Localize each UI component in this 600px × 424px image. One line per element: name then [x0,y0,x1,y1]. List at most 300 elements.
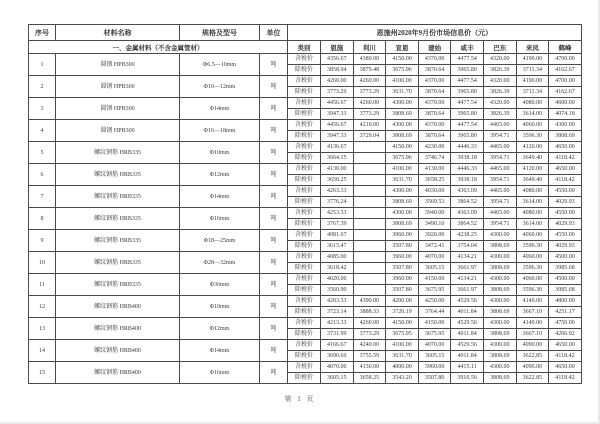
price-type-without-tax: 除税价 [288,131,321,142]
material-name: 螺纹钢筋 HRB335 [56,274,180,296]
material-name: 螺纹钢筋 HRB400 [56,340,180,362]
price-cell: 4166.67 [321,340,354,351]
price-type-without-tax: 除税价 [288,153,321,164]
price-cell: 3920.00 [418,230,451,241]
price-cell: 3614.00 [516,219,549,230]
price-cell: 4070.00 [418,252,451,263]
price-cell: 4074.18 [549,109,582,120]
spec-model: Φ14mm [180,340,260,362]
price-cell: 3808.69 [483,351,516,362]
unit: 吨 [260,318,288,340]
price-cell: 3776.24 [321,197,354,208]
price-cell: 4465.00 [483,142,516,153]
price-cell: 3661.97 [451,263,484,274]
price-cell: 4118.42 [549,153,582,164]
price-cell: 4080.00 [516,98,549,109]
table-row [29,318,582,329]
price-cell: 4080.00 [516,186,549,197]
price-cell: 4320.00 [483,98,516,109]
price-type-with-tax: 含税价 [288,120,321,131]
price-cell: 3870.64 [418,131,451,142]
price-cell: 3773.29 [353,329,386,340]
price-cell: 3507.80 [418,373,451,384]
price-type-with-tax: 含税价 [288,76,321,87]
row-no: 15 [29,362,56,384]
price-cell: 4477.54 [451,54,484,65]
price-type-without-tax: 除税价 [288,285,321,296]
price-cell: 3675.95 [418,329,451,340]
price-cell: 4213.33 [321,318,354,329]
table-row [29,142,582,153]
spec-model: Φ14mm [180,186,260,208]
price-cell: 3754.04 [451,241,484,252]
price-cell: 4300.00 [483,252,516,263]
price-cell [353,252,386,263]
price-cell: 3675.96 [386,153,419,164]
unit: 吨 [260,54,288,76]
price-cell: 3675.95 [418,285,451,296]
col-header-city-enshi: 恩施 [321,41,354,54]
price-type-without-tax: 除税价 [288,109,321,120]
price-type-without-tax: 除税价 [288,87,321,98]
price-cell: 4300.00 [386,98,419,109]
price-cell: 4300.00 [483,362,516,373]
price-cell: 3622.85 [516,373,549,384]
price-cell: 4300.00 [483,274,516,285]
material-name: 圆钢 HPB300 [56,54,180,76]
material-name: 圆钢 HPB300 [56,98,180,120]
price-cell: 3808.69 [386,131,419,142]
price-cell: 3615.47 [321,241,354,252]
table-title: 恩施州2020年9月份市场信息价（元） [288,25,582,41]
price-cell: 4060.00 [516,120,549,131]
price-cell: 4150.00 [386,54,419,65]
price-cell: 3960.00 [386,274,419,285]
price-cell: 4415.11 [451,362,484,373]
price-cell: 4529.56 [451,340,484,351]
price-cell: 3755.59 [353,351,386,362]
col-header-city-xianfeng: 咸丰 [451,41,484,54]
price-cell: 4320.00 [483,76,516,87]
price-cell: 4162.67 [549,87,582,98]
price-cell: 3664.15 [321,153,354,164]
row-no: 9 [29,230,56,252]
price-cell: 3965.80 [451,109,484,120]
price-cell: 4260.00 [353,98,386,109]
spec-model: Φ10mm [180,142,260,164]
price-cell: 4150.00 [418,318,451,329]
price-cell: 4210.00 [353,120,386,131]
price-cell: 4800.00 [549,296,582,307]
price-cell: 4100.00 [386,164,419,175]
price-table [28,24,582,384]
price-table-body [29,54,582,384]
row-no: 1 [29,54,56,76]
price-cell: 4446.33 [451,142,484,153]
unit: 吨 [260,164,288,186]
spec-model: Φ6.5—10mm [180,54,260,76]
col-header-category: 类别 [288,41,321,54]
price-cell: 4206.92 [549,329,582,340]
price-cell [353,186,386,197]
price-cell: 3507.80 [386,241,419,252]
material-name: 螺纹钢筋 HRB335 [56,230,180,252]
price-cell: 4251.17 [549,307,582,318]
price-cell: 4011.84 [451,307,484,318]
spec-model: Φ10mm [180,296,260,318]
price-cell: 3954.71 [483,197,516,208]
price-cell: 3985.68 [549,285,582,296]
spec-model: Φ28—32mm [180,252,260,274]
price-cell: 4260.00 [321,76,354,87]
table-row [29,54,582,65]
price-cell: 3569.53 [418,197,451,208]
col-header-city-hefeng: 鹤峰 [549,41,582,54]
price-cell: 3661.97 [451,285,484,296]
price-type-without-tax: 除税价 [288,351,321,362]
price-type-with-tax: 含税价 [288,208,321,219]
price-cell: 4150.00 [386,318,419,329]
table-row [29,76,582,87]
price-cell: 4011.84 [451,329,484,340]
unit: 吨 [260,208,288,230]
price-cell: 3711.34 [516,65,549,76]
price-cell: 4465.00 [483,164,516,175]
col-header-city-jianshi: 建始 [418,41,451,54]
price-cell: 3675.96 [386,65,419,76]
price-cell: 3507.80 [386,263,419,274]
row-no: 7 [29,186,56,208]
price-cell: 4477.54 [451,76,484,87]
price-cell: 4370.00 [418,98,451,109]
unit: 吨 [260,76,288,98]
price-type-with-tax: 含税价 [288,142,321,153]
col-header-city-lichuan: 利川 [353,41,386,54]
price-cell [353,164,386,175]
price-type-with-tax: 含税价 [288,54,321,65]
price-cell: 4320.00 [483,54,516,65]
price-cell: 3605.15 [321,373,354,384]
material-name: 螺纹钢筋 HRB335 [56,164,180,186]
price-cell: 4136.67 [321,142,354,153]
price-cell: 4090.00 [516,362,549,373]
table-row [29,98,582,109]
price-cell: 3954.71 [483,131,516,142]
price-type-without-tax: 除税价 [288,241,321,252]
spec-model: Φ16—18mm [180,120,260,142]
price-type-without-tax: 除税价 [288,263,321,274]
price-cell: 3711.34 [516,87,549,98]
price-cell [353,285,386,296]
price-cell: 3560.90 [321,285,354,296]
price-cell: 4030.00 [418,186,451,197]
price-cell: 3723.14 [321,307,354,318]
price-cell: 3870.64 [418,65,451,76]
price-cell: 4300.00 [386,120,419,131]
price-cell: 4029.93 [549,219,582,230]
price-cell: 3808.69 [483,285,516,296]
price-cell: 3947.33 [321,109,354,120]
col-header-city-xuanen: 宣恩 [386,41,419,54]
price-cell: 4190.00 [516,54,549,65]
price-cell: 3938.18 [451,153,484,164]
price-cell: 4750.00 [549,318,582,329]
price-cell: 3472.41 [418,241,451,252]
price-cell: 4020.00 [321,274,354,285]
price-cell: 3870.64 [418,87,451,98]
price-cell [353,274,386,285]
price-cell: 4080.00 [516,208,549,219]
price-type-with-tax: 含税价 [288,164,321,175]
price-cell: 4600.00 [549,98,582,109]
price-type-with-tax: 含税价 [288,274,321,285]
price-cell: 4134.21 [451,274,484,285]
price-cell: 4300.00 [386,208,419,219]
price-cell: 4253.33 [321,208,354,219]
price-cell: 3622.85 [516,351,549,362]
price-type-without-tax: 除税价 [288,307,321,318]
price-cell: 3605.15 [418,263,451,274]
price-cell: 4250.00 [418,296,451,307]
price-cell: 4477.54 [451,120,484,131]
price-cell: 3808.69 [483,241,516,252]
price-cell: 4150.00 [386,142,419,153]
unit: 吨 [260,362,288,384]
price-cell [353,230,386,241]
col-header-city-laifeng: 来凤 [516,41,549,54]
material-name: 螺纹钢筋 HRB335 [56,186,180,208]
price-cell: 3618.42 [321,263,354,274]
price-cell: 4465.00 [483,208,516,219]
price-cell [353,142,386,153]
price-cell: 3808.69 [386,197,419,208]
material-name: 螺纹钢筋 HRB400 [56,318,180,340]
price-type-with-tax: 含税价 [288,186,321,197]
price-cell: 4380.00 [353,54,386,65]
price-cell: 3808.69 [386,219,419,230]
price-cell: 3808.69 [386,109,419,120]
price-cell: 3960.00 [418,362,451,373]
price-type-without-tax: 除税价 [288,65,321,76]
price-cell: 3649.40 [516,175,549,186]
price-cell: 4300.00 [549,120,582,131]
price-cell: 3965.80 [451,65,484,76]
price-cell: 3808.69 [483,373,516,384]
price-cell: 3910.56 [451,373,484,384]
price-cell [353,263,386,274]
material-name: 螺纹钢筋 HRB400 [56,362,180,384]
price-cell: 3808.69 [483,263,516,274]
price-cell: 4130.00 [353,362,386,373]
price-cell: 4011.84 [451,351,484,362]
price-cell: 4120.00 [516,142,549,153]
price-cell: 4700.00 [549,54,582,65]
price-cell: 4456.67 [321,120,354,131]
table-row [29,120,582,131]
row-no: 14 [29,340,56,362]
price-cell: 4130.00 [321,164,354,175]
price-cell: 4130.00 [418,164,451,175]
table-row [29,186,582,197]
price-cell: 4650.00 [549,164,582,175]
price-cell: 4118.42 [549,175,582,186]
price-cell: 4300.00 [483,230,516,241]
row-no: 3 [29,98,56,120]
price-cell: 4100.00 [386,76,419,87]
price-cell: 4465.00 [483,186,516,197]
price-cell: 3888.33 [353,307,386,318]
price-cell: 3965.80 [451,87,484,98]
price-cell: 4465.00 [483,120,516,131]
price-cell: 3826.39 [483,65,516,76]
price-cell: 4090.00 [516,340,549,351]
price-cell: 4260.00 [353,318,386,329]
material-name: 圆钢 HPB300 [56,76,180,98]
table-row [29,340,582,351]
price-cell: 4260.00 [353,76,386,87]
price-cell: 4500.00 [549,252,582,263]
price-cell: 4162.67 [549,65,582,76]
price-cell: 4550.00 [549,208,582,219]
table-row [29,296,582,307]
price-cell: 4500.00 [549,274,582,285]
price-cell: 3667.10 [516,329,549,340]
price-cell: 4140.00 [516,318,549,329]
header-row-1 [29,25,582,41]
material-name: 螺纹钢筋 HRB335 [56,208,180,230]
unit: 吨 [260,274,288,296]
price-cell: 4070.00 [418,340,451,351]
price-cell: 3954.71 [483,153,516,164]
price-cell: 4118.42 [549,373,582,384]
header-row-2 [29,41,582,54]
table-row [29,252,582,263]
col-header-spec-model: 规格及型号 [180,25,260,41]
price-cell: 3954.71 [483,175,516,186]
table-row [29,164,582,175]
price-type-with-tax: 含税价 [288,98,321,109]
price-cell: 3938.18 [451,175,484,186]
price-type-without-tax: 除税价 [288,219,321,230]
price-cell: 4085.00 [321,252,354,263]
unit: 吨 [260,340,288,362]
price-cell: 3631.70 [386,175,419,186]
price-cell [353,175,386,186]
unit: 吨 [260,98,288,120]
price-cell: 3947.33 [321,131,354,142]
price-cell: 4029.93 [549,197,582,208]
price-type-with-tax: 含税价 [288,318,321,329]
price-cell: 4000.00 [386,362,419,373]
price-cell: 4446.33 [451,164,484,175]
price-cell: 4370.00 [418,120,451,131]
row-no: 4 [29,120,56,142]
price-cell: 3596.30 [516,263,549,274]
price-cell: 3543.20 [386,373,419,384]
price-cell: 3879.48 [353,65,386,76]
table-row [29,208,582,219]
price-cell: 4456.67 [321,98,354,109]
price-cell [353,208,386,219]
price-cell: 4200.00 [386,296,419,307]
price-cell: 3690.69 [321,351,354,362]
price-cell: 4070.00 [321,362,354,373]
price-cell: 4190.00 [516,76,549,87]
price-cell: 4363.09 [451,186,484,197]
col-header-no: 序号 [29,25,56,41]
col-header-material-name: 材料名称 [56,25,180,41]
price-cell [353,197,386,208]
price-cell: 4650.00 [549,142,582,153]
price-type-without-tax: 除税价 [288,175,321,186]
row-no: 12 [29,296,56,318]
price-cell: 4230.00 [418,142,451,153]
page-number: 第 1 页 [284,395,316,403]
price-cell: 3864.52 [451,219,484,230]
col-header-city-badong: 巴东 [483,41,516,54]
price-cell: 4300.00 [483,296,516,307]
material-name: 螺纹钢筋 HRB335 [56,142,180,164]
price-cell: 4300.00 [386,186,419,197]
section-header: 一、金属材料（不含金属管材） [29,41,288,54]
row-no: 8 [29,208,56,230]
table-row [29,274,582,285]
price-cell: 3658.25 [418,175,451,186]
price-cell: 4100.00 [386,340,419,351]
price-cell: 4300.00 [483,318,516,329]
price-cell: 4060.00 [516,230,549,241]
price-type-without-tax: 除税价 [288,329,321,340]
material-name: 螺纹钢筋 HRB400 [56,296,180,318]
spec-model: Φ12mm [180,318,260,340]
unit: 吨 [260,252,288,274]
price-cell: 4650.00 [549,340,582,351]
price-cell: 4203.33 [321,296,354,307]
price-cell: 4370.00 [418,76,451,87]
price-cell: 4150.00 [418,274,451,285]
price-cell [353,241,386,252]
price-cell: 3960.00 [386,252,419,263]
row-no: 2 [29,76,56,98]
price-cell: 3773.29 [353,87,386,98]
price-cell: 3767.39 [321,219,354,230]
price-cell: 3667.10 [516,307,549,318]
row-no: 5 [29,142,56,164]
price-cell: 4650.00 [549,362,582,373]
price-cell: 3808.69 [483,329,516,340]
spec-model: Φ14mm [180,98,260,120]
price-cell: 3965.80 [451,131,484,142]
price-cell: 3490.10 [418,219,451,230]
price-cell: 3675.95 [386,329,419,340]
price-cell: 3507.80 [386,285,419,296]
price-cell: 4363.09 [451,208,484,219]
price-cell: 3596.30 [516,131,549,142]
price-cell: 3614.00 [516,197,549,208]
price-cell: 3596.30 [516,285,549,296]
price-cell: 4529.56 [451,296,484,307]
price-cell: 3596.30 [516,241,549,252]
spec-model: Φ16mm [180,208,260,230]
price-cell: 3773.29 [321,87,354,98]
price-cell: 3826.39 [483,109,516,120]
price-cell: 4240.00 [353,340,386,351]
price-cell: 3954.71 [483,219,516,230]
price-cell: 4370.00 [418,54,451,65]
spec-model: Φ12mm [180,164,260,186]
price-type-with-tax: 含税价 [288,252,321,263]
price-cell: 4029.93 [549,241,582,252]
